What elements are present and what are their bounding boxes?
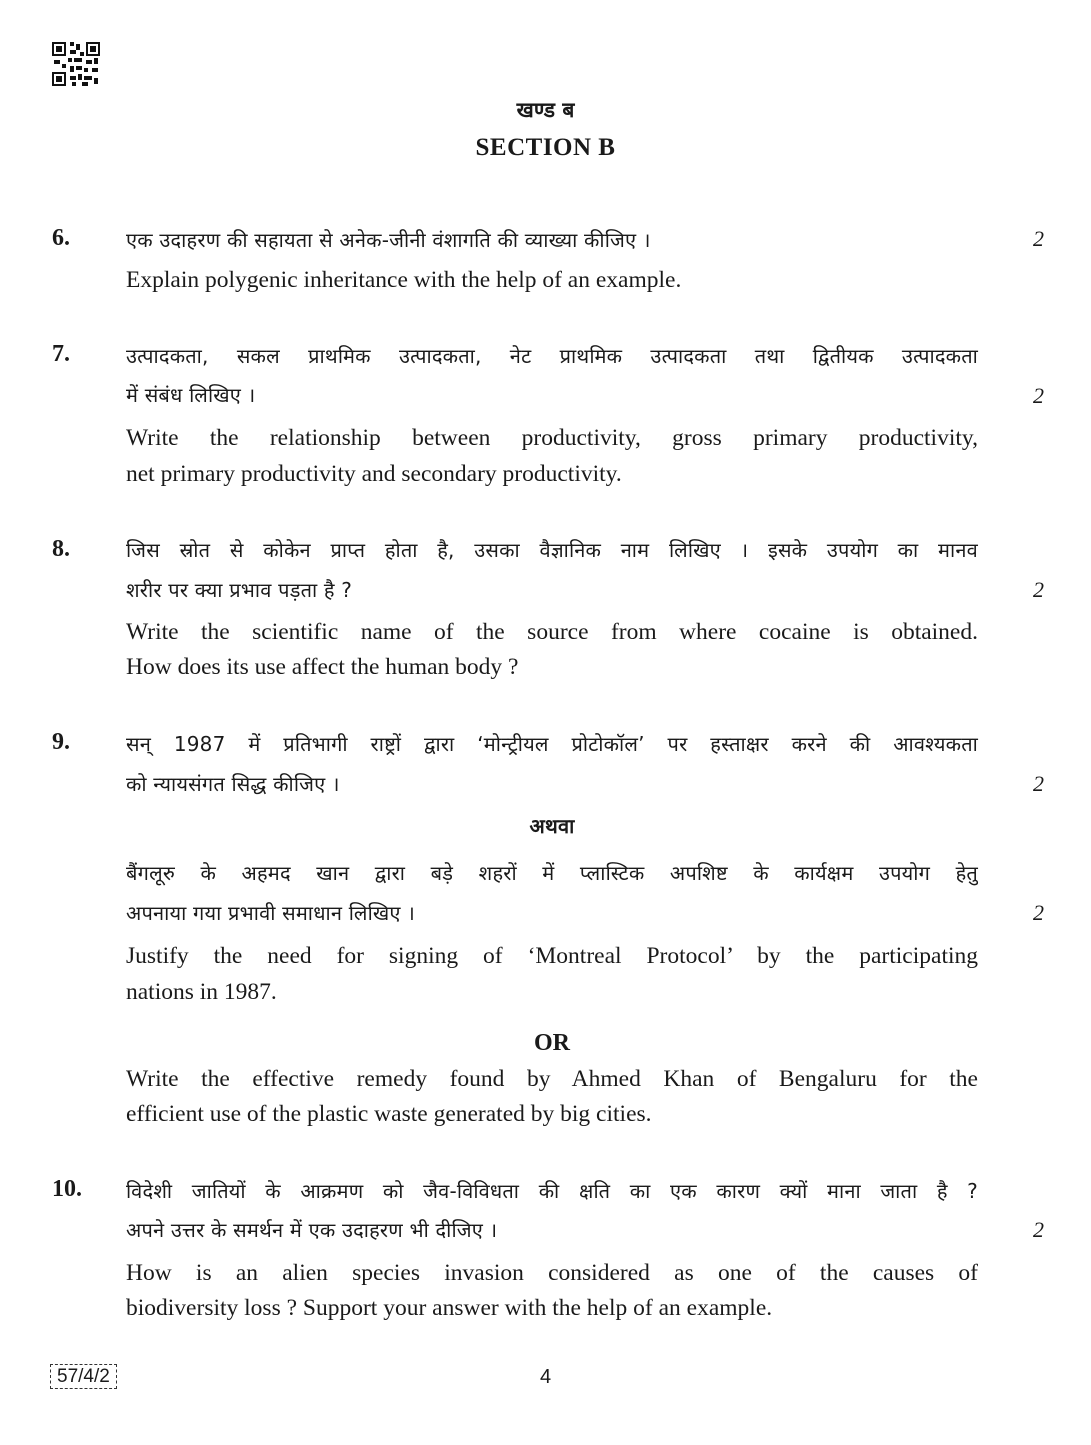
question-marks: 2 bbox=[1033, 383, 1044, 408]
section-title-hindi: खण्ड ब bbox=[516, 97, 575, 122]
alternative-text-hindi: अपनाया गया प्रभावी समाधान लिखिए । bbox=[126, 901, 416, 925]
or-label-hindi: अथवा bbox=[529, 814, 575, 838]
alternative-marks: 2 bbox=[1033, 900, 1044, 925]
question-text-hindi: सन् 1987 में प्रतिभागी राष्ट्रों द्वारा ‘मोन्ट्रीयल प्रोटोकॉल’ पर हस्ताक्षर करने की आवश्यकता bbox=[126, 732, 978, 756]
question-marks: 2 bbox=[1033, 771, 1044, 796]
question-text-english: How does its use affect the human body ? bbox=[126, 654, 519, 680]
question-text-hindi: में संबंध लिखिए । bbox=[126, 383, 256, 407]
question-marks: 2 bbox=[1033, 1217, 1044, 1242]
question-text-english: Justify the need for signing of ‘Montreal Protocol’ by the participating bbox=[126, 943, 978, 969]
question-number: 9. bbox=[52, 729, 70, 755]
question-text-hindi: को न्यायसंगत सिद्ध कीजिए । bbox=[126, 772, 340, 796]
question-text-hindi: विदेशी जातियों के आक्रमण को जैव-विविधता की क्षति का एक कारण क्यों माना जाता है ? bbox=[126, 1179, 978, 1203]
alternative-text-english: efficient use of the plastic waste generated by big cities. bbox=[126, 1101, 652, 1127]
question-number: 7. bbox=[52, 341, 70, 367]
question-text-english: Write the scientific name of the source from where cocaine is obtained. bbox=[126, 619, 978, 645]
alternative-text-hindi: बैंगलूरु के अहमद खान द्वारा बड़े शहरों में प्लास्टिक अपशिष्ट के कार्यक्षम उपयोग हेतु bbox=[126, 861, 978, 885]
question-text-english: Write the relationship between productivity, gross primary productivity, bbox=[126, 425, 978, 451]
question-marks: 2 bbox=[1033, 226, 1044, 251]
question-number: 8. bbox=[52, 536, 70, 562]
page-number: 4 bbox=[539, 1366, 552, 1388]
question-text-english: nations in 1987. bbox=[126, 979, 277, 1005]
question-text-hindi: शरीर पर क्या प्रभाव पड़ता है ? bbox=[126, 578, 353, 602]
question-text-english: Explain polygenic inheritance with the help of an example. bbox=[126, 267, 682, 293]
question-number: 10. bbox=[52, 1176, 82, 1202]
or-label-english: OR bbox=[534, 1030, 570, 1056]
question-text-english: net primary productivity and secondary productivity. bbox=[126, 461, 622, 487]
question-number: 6. bbox=[52, 225, 70, 251]
section-title-english: SECTION B bbox=[475, 134, 616, 161]
alternative-text-english: Write the effective remedy found by Ahmed Khan of Bengaluru for the bbox=[126, 1066, 978, 1092]
paper-code: 57/4/2 bbox=[50, 1364, 117, 1389]
question-text-english: biodiversity loss ? Support your answer with the help of an example. bbox=[126, 1295, 773, 1321]
qr-code-icon bbox=[52, 42, 100, 86]
question-marks: 2 bbox=[1033, 577, 1044, 602]
question-text-english: How is an alien species invasion considered as one of the causes of bbox=[126, 1260, 978, 1286]
question-text-hindi: अपने उत्तर के समर्थन में एक उदाहरण भी दीजिए । bbox=[126, 1218, 498, 1242]
question-text-hindi: जिस स्रोत से कोकेन प्राप्त होता है, उसका वैज्ञानिक नाम लिखिए । इसके उपयोग का मानव bbox=[126, 538, 978, 562]
question-text-hindi: उत्पादकता, सकल प्राथमिक उत्पादकता, नेट प्राथमिक उत्पादकता तथा द्वितीयक उत्पादकता bbox=[126, 344, 978, 368]
question-text-hindi: एक उदाहरण की सहायता से अनेक-जीनी वंशागति की व्याख्या कीजिए । bbox=[126, 228, 651, 252]
